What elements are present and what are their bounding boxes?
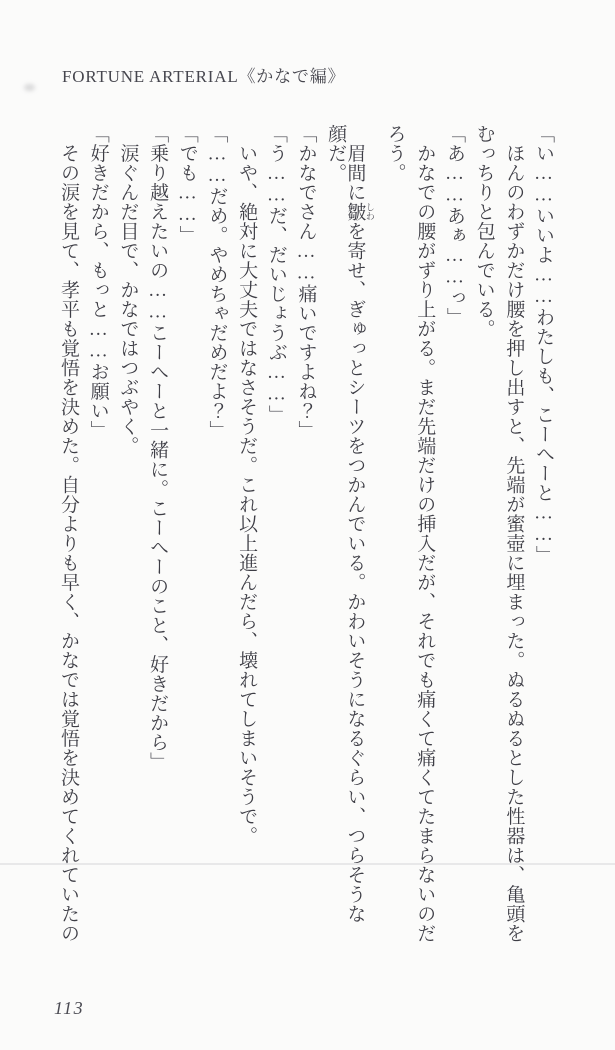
text-column <box>386 124 405 952</box>
scan-artifact-line <box>0 863 615 865</box>
text-column <box>237 124 256 952</box>
ruby-annotation <box>344 202 375 222</box>
text-column <box>267 124 286 952</box>
text-column <box>326 124 345 952</box>
column-text: むっちりと包んでいる。 <box>473 124 495 339</box>
ruby-base: 皺 <box>344 202 366 222</box>
column-text: 「でも……」 <box>176 124 198 245</box>
page-number: 113 <box>54 998 85 1018</box>
column-text: 眉間に <box>344 124 366 202</box>
text-column <box>59 124 78 952</box>
text-column <box>207 124 226 952</box>
column-text: ほんのわずかだけ腰を押し出すと、先端が蜜壺に埋まった。ぬるぬるとした性器は、亀頭を <box>503 124 525 943</box>
text-column <box>297 124 316 952</box>
text-column <box>475 124 494 952</box>
text-column <box>504 124 523 952</box>
text-column <box>89 124 108 952</box>
column-text: その涙を見て、孝平も覚悟を決めた。自分よりも早く、かなでは覚悟を決めてくれていたの <box>58 124 79 943</box>
running-header: FORTUNE ARTERIAL《かなで編》 <box>62 67 346 86</box>
column-text: 「あ……あぁ……っ」 <box>443 124 465 327</box>
column-text: 「う……だ、だいじょうぶ……」 <box>265 124 287 425</box>
column-text: かなでの腰がずり上がる。まだ先端だけの挿入だが、それでも痛くて痛くてたまらないのだ <box>414 124 436 943</box>
text-column <box>415 124 434 952</box>
text-column <box>118 124 137 952</box>
column-text: 顔だ。 <box>325 124 347 183</box>
vertical-text-block <box>57 124 553 952</box>
ruby-text: しわ <box>364 202 375 222</box>
column-text: 「好きだから、もっと……お願い」 <box>87 124 109 440</box>
text-column <box>178 124 197 952</box>
column-text: 「乗り越えたいの……こーへーと一緒に。こーへーのこと、好きだから」 <box>147 124 169 772</box>
column-text: 「い……いいよ……わたしも、こーへーと……」 <box>533 124 554 565</box>
text-column-with-ruby <box>344 124 375 952</box>
column-text: 「……だめ。やめちゃだめだよ？」 <box>206 124 228 440</box>
text-column <box>445 124 464 952</box>
scan-smudge <box>24 84 35 91</box>
column-text: いや、絶対に大丈夫ではなさそうだ。これ以上進んだら、壊れてしまいそうで。 <box>236 124 258 846</box>
column-text: ろう。 <box>384 124 406 183</box>
column-text: 涙ぐんだ目で、かなではつぶやく。 <box>117 124 139 456</box>
column-text: 「かなでさん……痛いですよね？」 <box>295 124 317 440</box>
text-column <box>148 124 167 952</box>
text-column <box>534 124 553 952</box>
column-text: を寄せ、ぎゅっとシーツをつかんでいる。かわいそうになるぐらい、つらそうな <box>344 221 366 924</box>
